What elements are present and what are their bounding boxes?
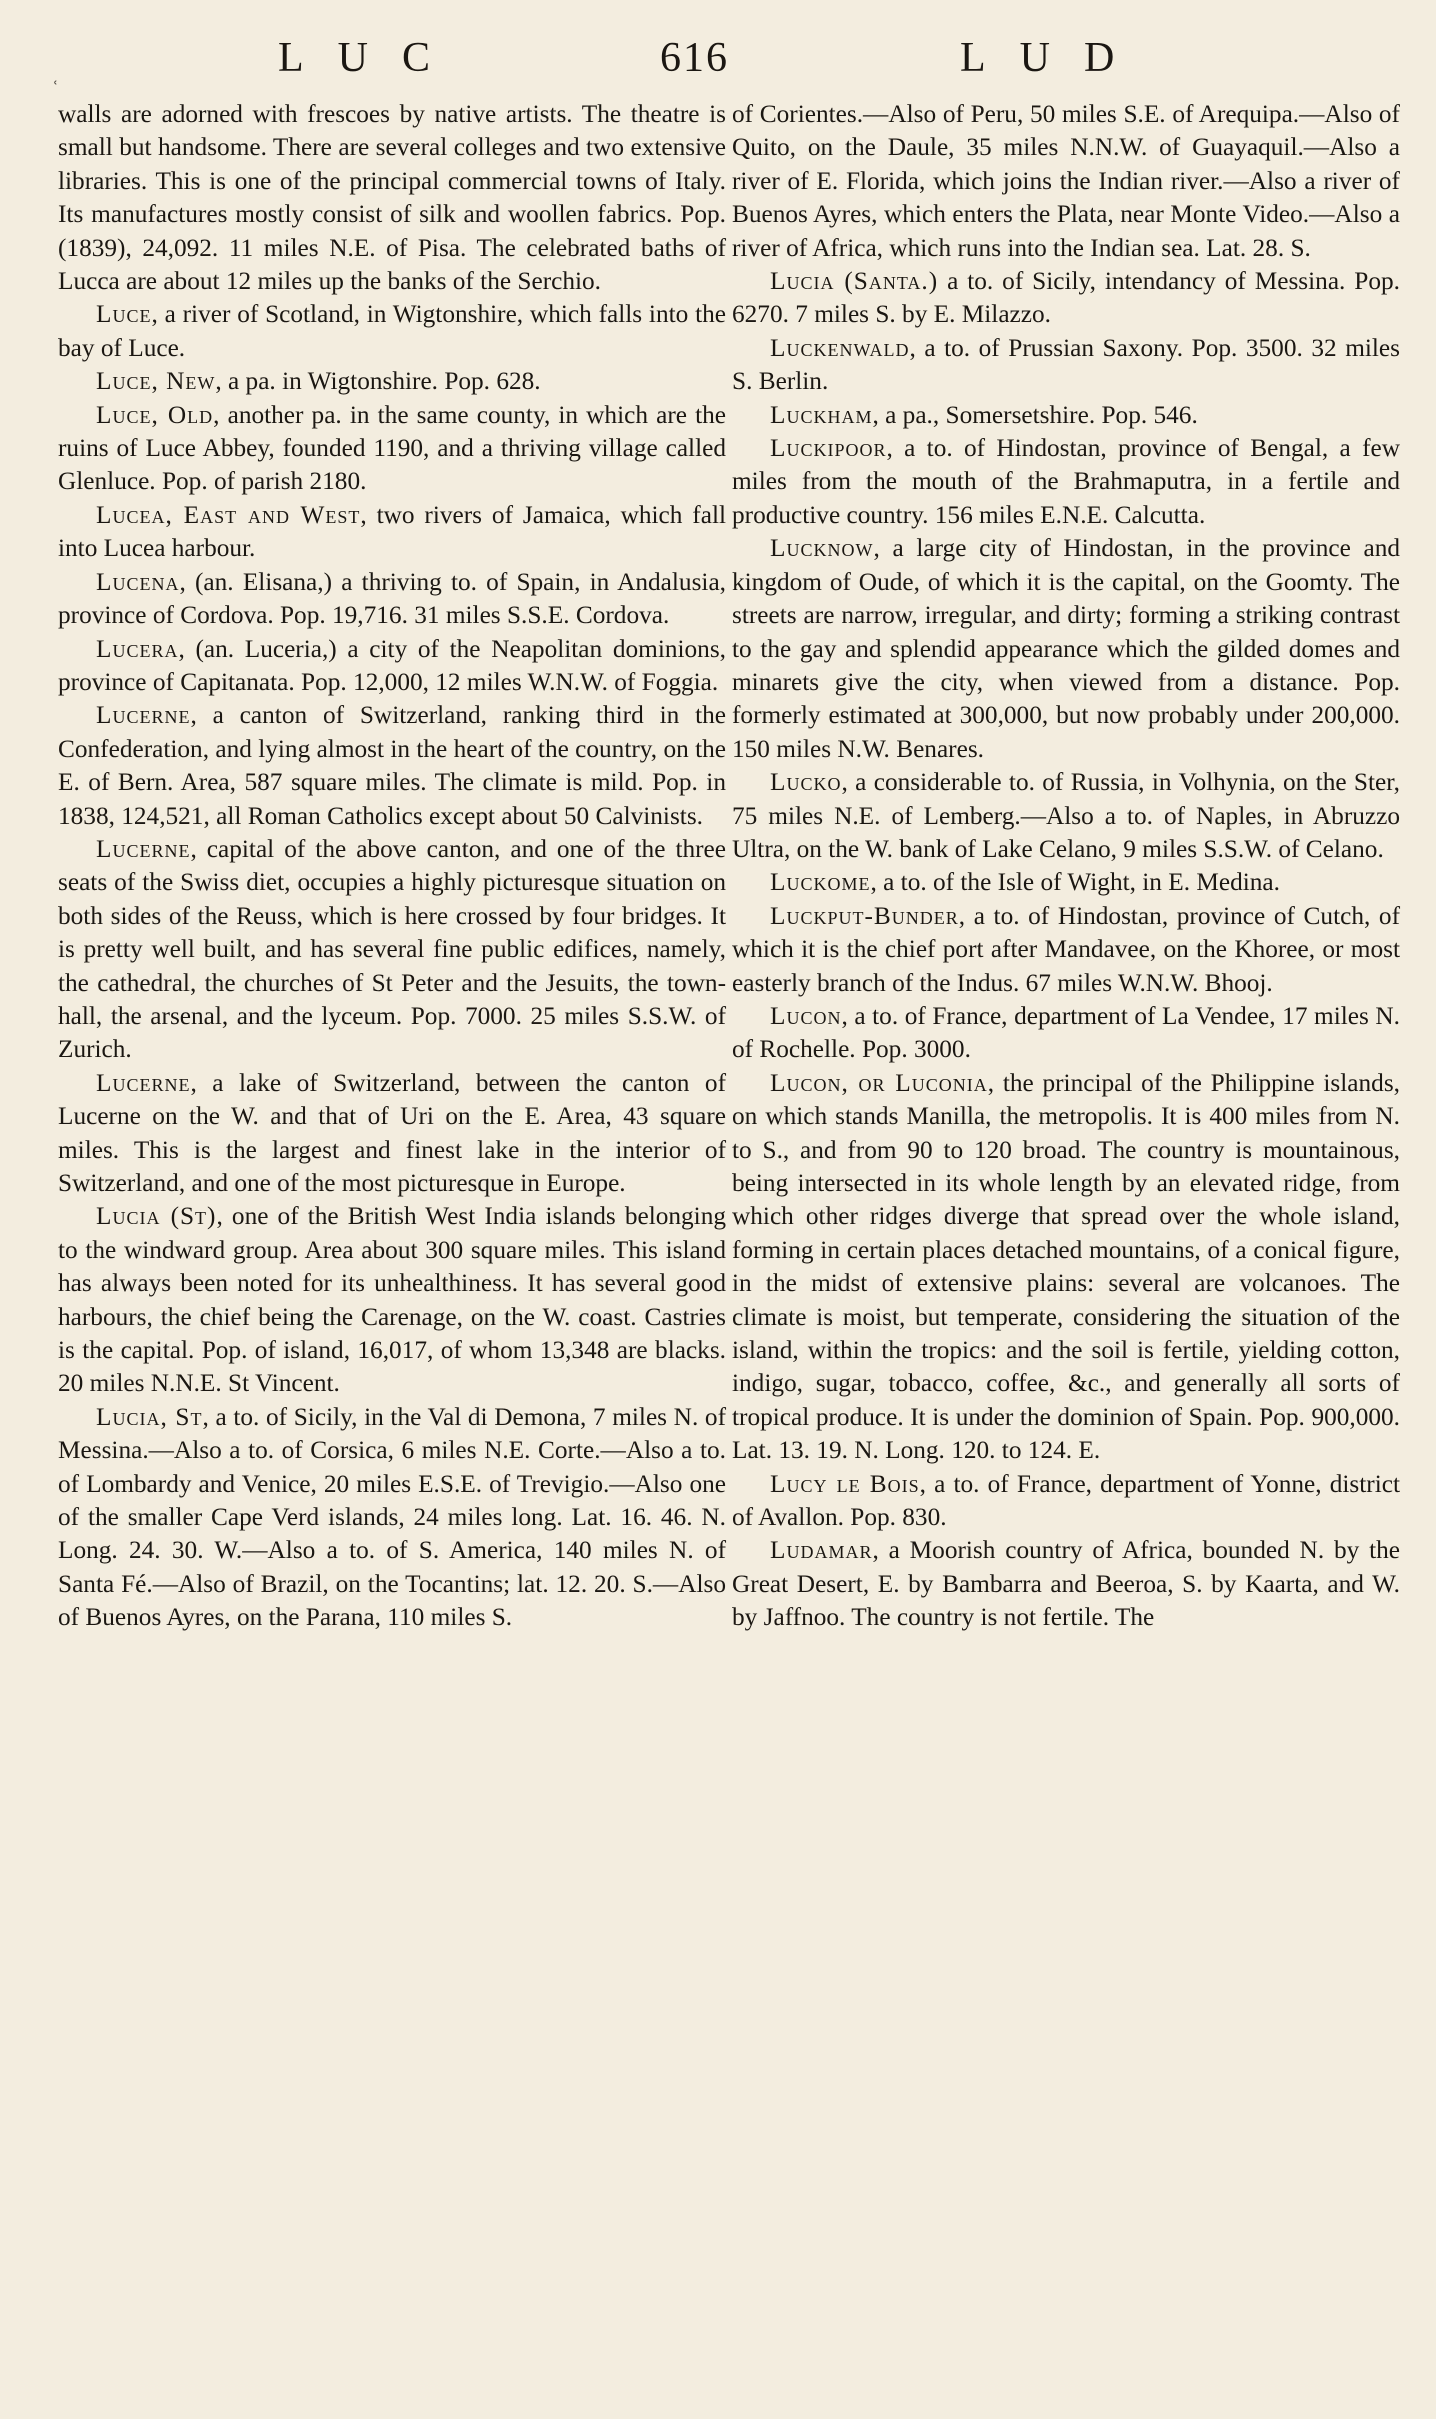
page-header: [0, 34, 1436, 100]
entry-text: , a canton of Switzerland, ranking third in the Confederation, and lying almost in the heart of the country, on the E. of Bern. Area, 587 square miles. The climate is mild. Pop. in 1838, 124,521, all Roman Catholics except about 50 Calvinists.: [58, 701, 726, 830]
left-column: [58, 98, 726, 1635]
entry-headword: Lucia (St): [96, 1202, 217, 1231]
gazetteer-entry: [732, 1468, 1400, 1535]
gazetteer-entry: [732, 98, 1400, 265]
entry-text: , (an. Elisana,) a thriving to. of Spain, in Andalusia, province of Cordova. Pop. 19,716. 31 miles S.S.E. Cordova.: [58, 567, 726, 630]
gazetteer-entry: [732, 766, 1400, 866]
gazetteer-entry: [58, 399, 726, 499]
entry-headword: Lucia (Santa.): [770, 267, 939, 296]
gazetteer-entry: [58, 699, 726, 833]
entry-headword: Lucerne: [96, 701, 191, 730]
entry-headword: Luce, New: [96, 367, 216, 396]
entry-text: , a pa., Somersetshire. Pop. 546.: [872, 400, 1198, 429]
entry-headword: Lucia, St: [96, 1402, 203, 1431]
entry-headword: Luckham: [770, 400, 873, 429]
gazetteer-entry: [58, 833, 726, 1067]
entry-headword: Lucon, or Luconia: [770, 1068, 988, 1097]
gazetteer-entry: [58, 566, 726, 633]
entry-headword: Lucena: [96, 567, 180, 596]
entry-headword: Luckome: [770, 868, 871, 897]
entry-text: , a considerable to. of Russia, in Volhynia, on the Ster, 75 miles N.E. of Lemberg.—Also a to. of Naples, in Abruzzo Ultra, on the W. bank of Lake Celano, 9 miles S.S.W. of Celano.: [732, 768, 1400, 863]
right-column: [732, 98, 1400, 1635]
gazetteer-entry: [732, 399, 1400, 432]
entry-text: , a to. of France, department of La Vendee, 17 miles N. of Rochelle. Pop. 3000.: [732, 1001, 1400, 1064]
entry-text: , a to. of Sicily, in the Val di Demona, 7 miles N. of Messina.—Also a to. of Corsica, 6 miles N.E. Corte.—Also a to. of Lombardy and Venice, 20 miles E.S.E. of Trevigio.—Also one of the smaller Cape Verd islands, 24 miles long. Lat. 16. 46. N. Long. 24. 30. W.—Also a to. of S. America, 140 miles N. of Santa Fé.—Also of Brazil, on the Tocantins; lat. 12. 20. S.—Also of Buenos Ayres, on the Parana, 110 miles S.: [58, 1402, 726, 1632]
gazetteer-entry: [732, 1000, 1400, 1067]
entry-text: , a Moorish country of Africa, bounded N. by the Great Desert, E. by Bambarra and Beeroa, S. by Kaarta, and W. by Jaffnoo. The country is not fertile. The: [732, 1536, 1400, 1632]
entry-headword: Lucy le Bois: [770, 1469, 920, 1498]
right-guide-word: LUD: [960, 35, 1149, 81]
gazetteer-entry: [58, 1401, 726, 1635]
gazetteer-entry: [732, 1534, 1400, 1634]
entry-headword: Luckput-Bunder: [770, 901, 959, 930]
gazetteer-entry: [732, 1067, 1400, 1468]
entry-headword: Luckipoor: [770, 434, 887, 463]
entry-headword: Lucera: [96, 634, 179, 663]
entry-text: , a large city of Hindostan, in the province and kingdom of Oude, of which it is the capital, on the Goomty. The streets are narrow, irregular, and dirty; forming a striking contrast to the gay and splendid appearance which the gilded domes and minarets give the city, when viewed from a distance. Pop. formerly estimated at 300,000, but now probably under 200,000. 150 miles N.W. Benares.: [732, 534, 1400, 763]
entry-headword: Lucerne: [96, 834, 191, 863]
gazetteer-entry: [732, 332, 1400, 399]
page-number: 616: [660, 35, 729, 81]
gazetteer-entry: [58, 298, 726, 365]
entry-text: , one of the British West India islands belonging to the windward group. Area about 300 square miles. This island has always been noted for its unhealthiness. It has several good harbours, the chief being the Carenage, on the W. coast. Castries is the capital. Pop. of island, 16,017, of whom 13,348 are blacks. 20 miles N.N.E. St Vincent.: [58, 1202, 727, 1398]
gazetteer-entry: [58, 633, 726, 700]
entry-headword: Ludamar: [770, 1536, 873, 1565]
gazetteer-entry: [732, 532, 1400, 766]
gazetteer-entry: [732, 900, 1400, 1000]
entry-text: , (an. Luceria,) a city of the Neapolitan dominions, province of Capitanata. Pop. 12,000, 12 miles W.N.W. of Foggia.: [58, 634, 726, 696]
entry-text: , a river of Scotland, in Wigtonshire, which falls into the bay of Luce.: [58, 300, 726, 362]
corner-mark: ʿ: [52, 78, 59, 100]
left-guide-word: LUC: [278, 35, 464, 81]
entry-text: walls are adorned with frescoes by native artists. The theatre is small but handsome. There are several colleges and two extensive libraries. This is one of the principal commercial towns of Italy. Its manufactures mostly consist of silk and woollen fabrics. Pop. (1839), 24,092. 11 miles N.E. of Pisa. The celebrated baths of Lucca are about 12 miles up the banks of the Serchio.: [58, 100, 726, 296]
entry-text: , a to. of the Isle of Wight, in E. Medina.: [870, 868, 1280, 897]
entry-text: , a to. of Prussian Saxony. Pop. 3500. 32 miles S. Berlin.: [732, 333, 1400, 396]
entry-text: of Corientes.—Also of Peru, 50 miles S.E. of Arequipa.—Also of Quito, on the Daule, 35 miles N.N.W. of Guayaquil.—Also a river of E. Florida, which joins the Indian river.—Also a river of Buenos Ayres, which enters the Plata, near Monte Video.—Also a river of Africa, which runs into the Indian sea. Lat. 28. S.: [732, 100, 1400, 262]
entry-headword: Lucknow: [770, 534, 874, 563]
gazetteer-entry: [732, 866, 1400, 899]
gazetteer-entry: [58, 1200, 726, 1400]
entry-text: , the principal of the Philippine islands, on which stands Manilla, the metropolis. It is 400 miles from N. to S., and from 90 to 120 broad. The country is mountainous, being intersected in its whole length by an elevated ridge, from which other ridges diverge that spread over the whole island, forming in certain places detached mountains, of a conical figure, in the midst of extensive plains: several are volcanoes. The climate is moist, but temperate, considering the situation of the island, within the tropics: and the soil is fertile, yielding cotton, indigo, sugar, tobacco, coffee, &c., and generally all sorts of tropical produce. It is under the dominion of Spain. Pop. 900,000. Lat. 13. 19. N. Long. 120. to 124. E.: [732, 1068, 1400, 1465]
entry-headword: Luce, Old: [96, 400, 214, 429]
entry-text: , a to. of Hindostan, province of Cutch, of which it is the chief port after Mandavee, on the Khoree, or most easterly branch of the Indus. 67 miles W.N.W. Bhooj.: [732, 901, 1400, 997]
entry-headword: Lucko: [770, 768, 842, 797]
entry-text: , a to. of France, department of Yonne, district of Avallon. Pop. 830.: [732, 1469, 1400, 1532]
entry-text: , a pa. in Wigtonshire. Pop. 628.: [215, 367, 541, 396]
entry-headword: Lucon: [770, 1001, 842, 1030]
gazetteer-entry: [732, 265, 1400, 332]
entry-headword: Luckenwald: [770, 333, 910, 362]
entry-text: , a lake of Switzerland, between the canton of Lucerne on the W. and that of Uri on the E. Area, 43 square miles. This is the largest and finest lake in the interior of Switzerland, and one of the most picturesque in Europe.: [58, 1068, 726, 1197]
entry-text: , another pa. in the same county, in which are the ruins of Luce Abbey, founded 1190, and a thriving village called Glenluce. Pop. of parish 2180.: [58, 400, 726, 496]
entry-headword: Luce: [96, 300, 152, 329]
entry-text: a to. of Sicily, intendancy of Messina. Pop. 6270. 7 miles S. by E. Milazzo.: [732, 267, 1400, 329]
entry-text: , capital of the above canton, and one of the three seats of the Swiss diet, occupies a highly picturesque situation on both sides of the Reuss, which is here crossed by four bridges. It is pretty well built, and has several fine public edifices, namely, the cathedral, the churches of St Peter and the Jesuits, the town-hall, the arsenal, and the lyceum. Pop. 7000. 25 miles S.S.W. of Zurich.: [58, 834, 726, 1064]
entry-text: , a to. of Hindostan, province of Bengal, a few miles from the mouth of the Brahmaputra, in a fertile and productive country. 156 miles E.N.E. Calcutta.: [732, 434, 1400, 529]
gazetteer-entry: [58, 365, 726, 398]
gazetteer-entry: [732, 432, 1400, 532]
entry-text: , two rivers of Jamaica, which fall into Lucea harbour.: [58, 500, 727, 563]
entry-headword: Lucea, East and West: [96, 500, 361, 529]
entry-headword: Lucerne: [96, 1068, 191, 1097]
gazetteer-entry: [58, 98, 726, 298]
gazetteer-entry: [58, 1067, 726, 1201]
gazetteer-entry: [58, 499, 726, 566]
